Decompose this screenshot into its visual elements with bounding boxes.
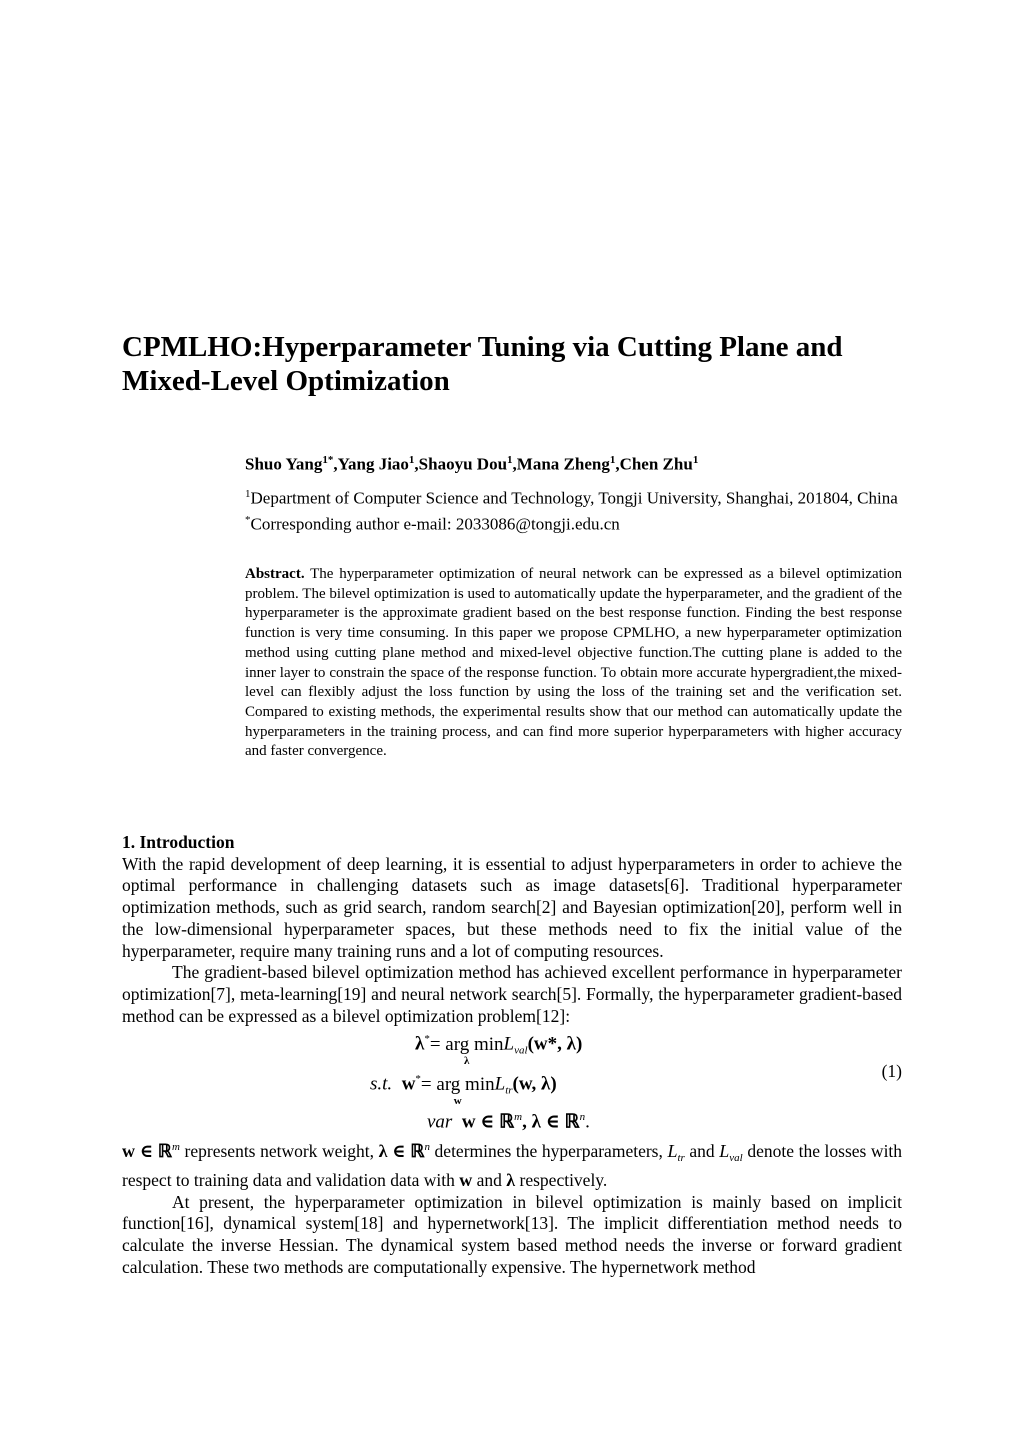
math-l: L [667,1141,678,1162]
para3-text-b: determines the hyperparameters, [434,1141,663,1162]
math-n: n [424,1141,430,1154]
author-mark: 1 [507,454,513,466]
eq-argmin-text: = arg min [420,1073,495,1095]
eq-argmin-limit: λ [463,1054,470,1067]
corresponding-author [245,509,905,536]
eq-dim-n: n [579,1111,586,1124]
equation-number: (1) [881,1061,902,1082]
math-l-val [719,1141,743,1165]
corresponding-text: Corresponding author e-mail: 2033086@tongji.edu.cn [250,514,620,534]
eq-argmin-text: = arg min [429,1033,504,1055]
equation-line-2 [370,1069,557,1107]
math-l-tr [667,1141,685,1165]
corresponding-mark: * [245,514,251,527]
eq-loss-sub: tr [505,1084,513,1097]
eq-st: s.t. [370,1073,393,1095]
math-w-symbol: w [459,1170,473,1191]
math-val: val [729,1152,743,1165]
abstract-label: Abstract. [245,566,305,582]
paper-title [122,330,912,398]
author-name: Shuo Yang [245,454,323,474]
author-list: Shuo Yang$^{1*}$,Yang Jiao$^1$,Shaoyu Dou$^1$,Mana Zheng$^1$,Chen Zhu$^1$ [245,454,699,474]
math-w: w ∈ ℝ [122,1141,172,1162]
intro-paragraph-3 [122,1137,902,1191]
author-name: Chen Zhu [619,454,693,474]
eq-dim-m: m [514,1111,523,1124]
intro-paragraph-1: With the rapid development of deep learning, it is essential to adjust hyperparameters in order to achieve the optimal performance in challenging datasets such as image datasets[6]. Traditional hyperparameter optimization methods, such as grid search, random search[2] and Bayesian optimization[20], perform well in the low-dimensional hyperparameter spaces, but these methods need to fix the initial value of the hyperparameter, require many training runs and a lot of computing resources. [122,853,902,961]
eq-loss-sub: val [514,1044,528,1057]
para3-text-c: and [689,1141,715,1162]
para3-text-a: represents network weight, [184,1141,375,1162]
section-introduction [122,832,902,1279]
eq-domain-lambda: , λ ∈ ℝ [522,1111,580,1133]
author-name: Yang Jiao [337,454,409,474]
para3-text-f: respectively. [519,1170,608,1191]
math-lambda: λ ∈ ℝ [378,1141,425,1162]
equation-line-1 [415,1029,583,1067]
section-heading: 1. Introduction [122,832,235,852]
author-mark: 1 [408,454,415,466]
para3-text-d: denote the losses with respect to training data and validation data with [122,1141,903,1191]
affiliation-text: Department of Computer Science and Technology, Tongji University, Shanghai, 201804, China [250,488,898,508]
math-lambda-in-rn [379,1141,430,1161]
abstract [245,565,902,762]
equation-1 [122,1027,902,1137]
math-w-in-rm [122,1141,180,1161]
author-mark: 1* [322,454,334,466]
eq-domain-w: w ∈ ℝ [461,1111,515,1133]
eq-star: * [415,1073,421,1086]
author-name: Mana Zheng [516,454,610,474]
math-m: m [172,1141,180,1154]
math-tr: tr [677,1152,685,1165]
equation-line-3 [427,1107,590,1133]
author-mark: 1 [609,454,616,466]
para3-text-e: and [476,1170,502,1191]
title-line-2: Mixed-Level Optimization [122,365,450,397]
math-lambda-symbol: λ [506,1170,516,1191]
math-l: L [719,1141,730,1162]
eq-w: w [401,1073,416,1095]
intro-paragraph-4: At present, the hyperparameter optimization in bilevel optimization is mainly based on implicit function[16], dynamical system[18] and hypernetwork[13]. The implicit differentiation method needs to calculate the inverse Hessian. The dynamical system based method needs the inverse or forward gradient calculation. These two methods are computationally expensive. The hypernetwork method [122,1191,902,1277]
eq-loss: L [503,1033,515,1055]
eq-lambda: λ [415,1033,425,1055]
eq-var: var [427,1111,453,1133]
abstract-text: The hyperparameter optimization of neural network can be expressed as a bilevel optimization problem. The bilevel optimization is used to automatically update the hyperparameter, and the gradient of the hyperparameter is the approximate gradient based on the best response function. Finding the best response function is very time consuming. In this paper we propose CPMLHO, a new hyperparameter optimization method using cutting plane method and mixed-level objective function.The cutting plane is added to the inner layer to constrain the space of the response function. To obtain more accurate hypergradient,the mixed-level can flexibly adjust the loss function by using the loss of the training set and the verification set. Compared to existing methods, the experimental results show that our method can automatically update the hyperparameters in the training process, and can find more superior hyperparameters with higher accuracy and faster convergence. [245,566,902,760]
eq-args: (w, λ) [512,1073,557,1095]
eq-argmin [420,1073,495,1107]
eq-argmin [429,1033,504,1067]
title-line-1: CPMLHO:Hyperparameter Tuning via Cutting Plane and [122,331,843,363]
eq-star: * [424,1033,430,1046]
eq-loss: L [494,1073,506,1095]
eq-args: (w*, λ) [527,1033,583,1055]
affiliation-mark: 1 [245,487,251,500]
author-block [245,448,905,536]
intro-paragraph-2: The gradient-based bilevel optimization method has achieved excellent performance in hyperparameter optimization[7], meta-learning[19] and neural network search[5]. Formally, the hyperparameter gradient-based method can be expressed as a bilevel optimization problem[12]: [122,962,902,1026]
affiliation [245,483,905,510]
author-name: Shaoyu Dou [418,454,508,474]
eq-period: . [585,1111,590,1133]
eq-argmin-limit: w [453,1094,462,1107]
author-mark: 1 [692,454,699,466]
